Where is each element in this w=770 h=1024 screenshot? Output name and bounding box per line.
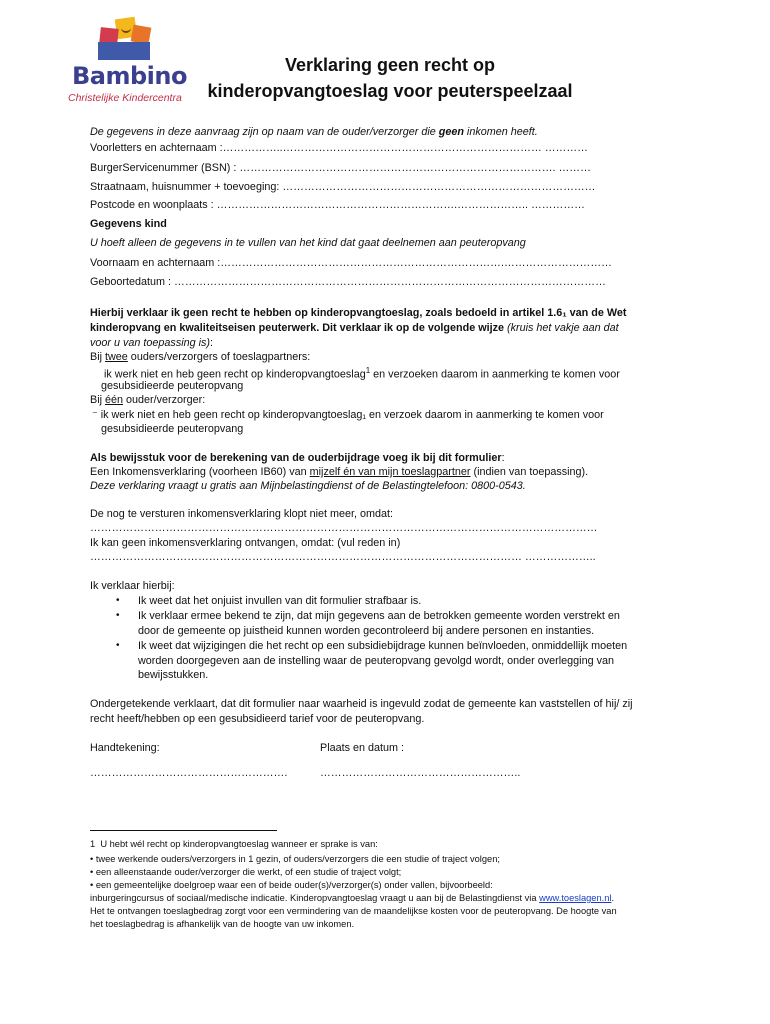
- reason-cannot-get-label: Ik kan geen inkomensverklaring ontvangen, omdat: (vul reden in): [90, 537, 401, 549]
- proof-line-2: Deze verklaring vraagt u gratis aan Mijnbelastingdienst of de Belastingtelefoon: 0800-0543.: [90, 480, 526, 492]
- closing-line-2: recht heeft/hebben op een gesubsidieerd tarief voor de peuteropvang.: [90, 713, 425, 725]
- postcode-field[interactable]: Postcode en woonplaats : ………………………………………………………….……………….. ……………: [90, 199, 585, 211]
- bullet-icon: •: [116, 640, 120, 651]
- footnote-text-3: het toeslagbedrag is afhankelijk van de hoogte van uw inkomen.: [90, 919, 355, 929]
- option-two-parents-continuation: gesubsidieerde peuteropvang: [101, 380, 244, 392]
- proof-heading: Als bewijsstuk voor de berekening van de ouderbijdrage voeg ik bij dit formulier:: [90, 452, 505, 464]
- footnote-text-2: Het te ontvangen toeslagbedrag zorgt voor een vermindering van de maandelijkse kosten voor de peuteropvang. De hoogte van: [90, 906, 617, 916]
- proof-line-1: Een Inkomensverklaring (voorheen IB60) van mijzelf én van mijn toeslagpartner (indien van toepassing).: [90, 466, 589, 478]
- footnote-heading: 1 U hebt wél recht op kinderopvangtoeslag wanneer er sprake is van:: [90, 839, 378, 849]
- parent-name-field[interactable]: Voorletters en achternaam :……………..……………………………………………………………… …………: [90, 142, 588, 154]
- footnote-item-3: • een gemeentelijke doelgroep waar een of beide ouder(s)/verzorger(s) onder vallen, bijvoorbeeld:: [90, 880, 493, 890]
- place-date-label: Plaats en datum :: [320, 742, 405, 754]
- statement-3-line-2: worden doorgegeven aan de instelling waar de peuteropvang gevolgd wordt, onder overlegging van: [138, 655, 614, 667]
- bsn-field[interactable]: BurgerServicenummer (BSN) : ……………………………………………………………………………. ………: [90, 162, 591, 174]
- parent-intro: De gegevens in deze aanvraag zijn op naam van de ouder/verzorger die geen inkomen heeft.: [90, 126, 538, 138]
- address-field[interactable]: Straatnaam, huisnummer + toevoeging: ……………………………………………………………………………: [90, 181, 596, 193]
- logo-tagline: Christelijke Kindercentra: [68, 92, 182, 104]
- parent-intro-emphasis: geen: [438, 126, 464, 138]
- statement-3-line-3: bewijsstukken.: [138, 669, 209, 681]
- footnote-divider: [90, 830, 277, 831]
- reason-not-matching-field[interactable]: ……………………………………………………………………………………………………………………………: [90, 522, 598, 534]
- option-two-parents-checkbox[interactable]: ik werk niet en heb geen recht op kinderopvangtoeslag$^1$ en verzoeken daarom in aanmerking te komen voor: [104, 366, 620, 381]
- statement-2-line-1: Ik verklaar ermee bekend te zijn, dat mijn gegevens aan de betrokken gemeente worden verstrekt en: [138, 610, 620, 622]
- footnote-marker: 1: [90, 839, 96, 849]
- child-name-field[interactable]: Voornaam en achternaam :…………………………………………………………………….…………………………: [90, 257, 612, 269]
- child-heading: Gegevens kind: [90, 218, 167, 230]
- page-title: [170, 52, 610, 104]
- declaration-line-2: kinderopvang en kwaliteitseisen peuterwerk. Dit verklaar ik op de volgende wijze (kruis het vakje aan dat: [90, 322, 619, 334]
- footnote-item-1: • twee werkende ouders/verzorgers in 1 gezin, of ouders/verzorgers die een studie of traject volgen;: [90, 854, 500, 864]
- child-intro: U hoeft alleen de gegevens in te vullen van het kind dat gaat deelnemen aan peuteropvang: [90, 237, 526, 249]
- reason-cannot-get-field[interactable]: ………………………………………………………………………………………………………… ………………..: [90, 551, 596, 563]
- footnote-text-1: inburgeringcursus of sociaal/medische indicatie. Kinderopvangtoeslag vraagt u aan bij de Belastingdienst via www.toeslagen.nl.: [90, 893, 615, 903]
- statement-1: Ik weet dat het onjuist invullen van dit formulier strafbaar is.: [138, 595, 422, 607]
- bullet-icon: •: [116, 595, 120, 606]
- footnote-item-2: • een alleenstaande ouder/verzorger die werkt, of een studie of traject volgt;: [90, 867, 402, 877]
- statements-intro: Ik verklaar hierbij:: [90, 580, 175, 592]
- logo-blocks-graphic: [94, 18, 152, 62]
- logo-name: Bambino: [72, 62, 187, 90]
- title-line-2: kinderopvangtoeslag voor peuterspeelzaal: [207, 81, 573, 101]
- statement-2-line-2: door de gemeente op juistheid kunnen worden gecontroleerd bij andere personen en instanties.: [138, 625, 595, 637]
- reason-not-matching-label: De nog te versturen inkomensverklaring klopt niet meer, omdat:: [90, 508, 394, 520]
- declaration-line-1: Hierbij verklaar ik geen recht te hebben op kinderopvangtoeslag, zoals bedoeld in artikel 1.6₁ van de Wet: [90, 307, 627, 319]
- two-parents-label: Bij twee ouders/verzorgers of toeslagpartners:: [90, 351, 311, 363]
- option-one-parent-checkbox[interactable]: ⁻ ik werk niet en heb geen recht op kinderopvangtoeslag₁ en verzoek daarom in aanmerking te komen voor: [92, 409, 604, 421]
- title-line-1: Verklaring geen recht op: [284, 55, 496, 75]
- signature-field[interactable]: ……………………………………………….: [90, 767, 288, 779]
- closing-line-1: Ondergetekende verklaart, dat dit formulier naar waarheid is ingevuld zodat de gemeente kan vaststellen of hij/ zij: [90, 698, 633, 710]
- signature-label: Handtekening:: [90, 742, 160, 754]
- toeslagen-link[interactable]: www.toeslagen.nl: [539, 893, 612, 903]
- place-date-field[interactable]: ………………………………………………..: [320, 767, 521, 779]
- one-parent-label: Bij één ouder/verzorger:: [90, 394, 206, 406]
- bullet-icon: •: [116, 610, 120, 621]
- option-one-parent-continuation: gesubsidieerde peuteropvang: [101, 423, 244, 435]
- statement-3-line-1: Ik weet dat wijzigingen die het recht op een subsidiebijdrage kunnen beïnvloeden, onmiddellijk moeten: [138, 640, 628, 652]
- bambino-logo: [68, 18, 187, 104]
- child-birthdate-field[interactable]: Geboortedatum : …………………………………………………………………………………………………………: [90, 276, 606, 288]
- checkbox-mark-icon: ⁻: [92, 409, 98, 421]
- declaration-line-3: voor u van toepassing is):: [90, 337, 214, 349]
